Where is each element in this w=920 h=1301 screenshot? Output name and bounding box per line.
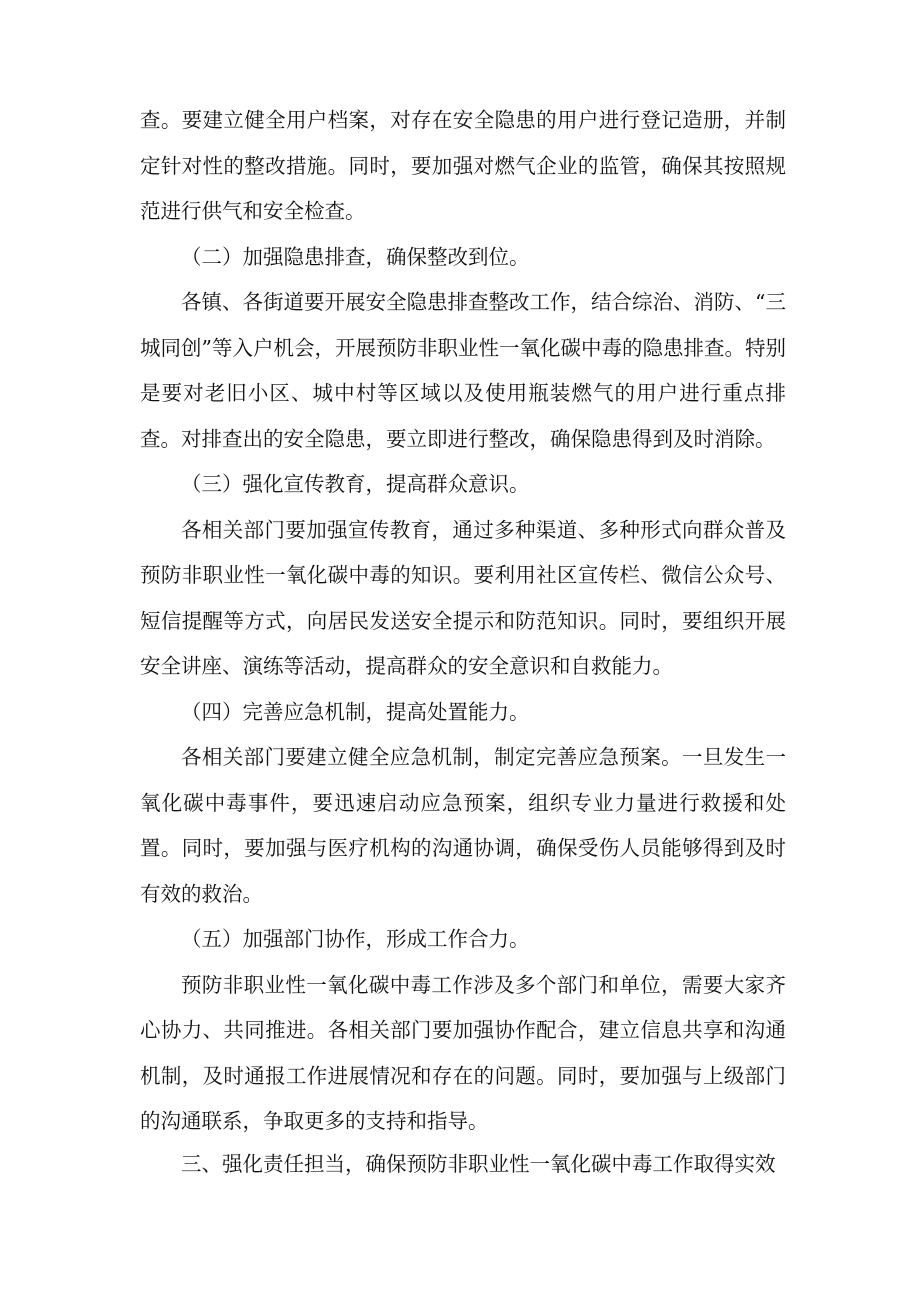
paragraph-department-cooperation: 预防非职业性一氧化碳中毒工作涉及多个部门和单位，需要大家齐心协力、共同推进。各相关部门要加强协作配合，建立信息共享和沟通机制，及时通报工作进展情况和存在的问题。同时，要加强与上级部门的沟通联系，争取更多的支持和指导。 [140, 972, 786, 1133]
paragraph-publicity-education: 各相关部门要加强宣传教育，通过多种渠道、多种形式向群众普及预防非职业性一氧化碳中毒的知识。要利用社区宣传栏、微信公众号、短信提醒等方式，向居民发送安全提示和防范知识。同时，要组织开展安全讲座、演练等活动，提高群众的安全意识和自救能力。 [140, 517, 786, 678]
paragraph-continuation: 查。要建立健全用户档案，对存在安全隐患的用户进行登记造册，并制定针对性的整改措施。同时，要加强对燃气企业的监管，确保其按照规范进行供气和安全检查。 [140, 108, 786, 223]
section-heading-3: 三、强化责任担当，确保预防非职业性一氧化碳中毒工作取得实效 [181, 1151, 776, 1176]
subheading-2: （二）加强隐患排查，确保整改到位。 [181, 244, 530, 269]
paragraph-hazard-inspection: 各镇、各街道要开展安全隐患排查整改工作，结合综治、消防、“三城同创”等入户机会，开展预防非职业性一氧化碳中毒的隐患排查。特别是要对老旧小区、城中村等区域以及使用瓶装燃气的用户进行重点排查。对排查出的安全隐患，要立即进行整改，确保隐患得到及时消除。 [140, 290, 786, 451]
subheading-3: （三）强化宣传教育，提高群众意识。 [181, 472, 530, 496]
subheading-5: （五）加强部门协作，形成工作合力。 [181, 927, 530, 951]
document-body [140, 98, 786, 1184]
subheading-4: （四）完善应急机制，提高处置能力。 [181, 699, 530, 724]
paragraph-emergency-mechanism: 各相关部门要建立健全应急机制，制定完善应急预案。一旦发生一氧化碳中毒事件，要迅速启动应急预案，组织专业力量进行救援和处置。同时，要加强与医疗机构的沟通协调，确保受伤人员能够得到及时有效的救治。 [140, 745, 786, 906]
